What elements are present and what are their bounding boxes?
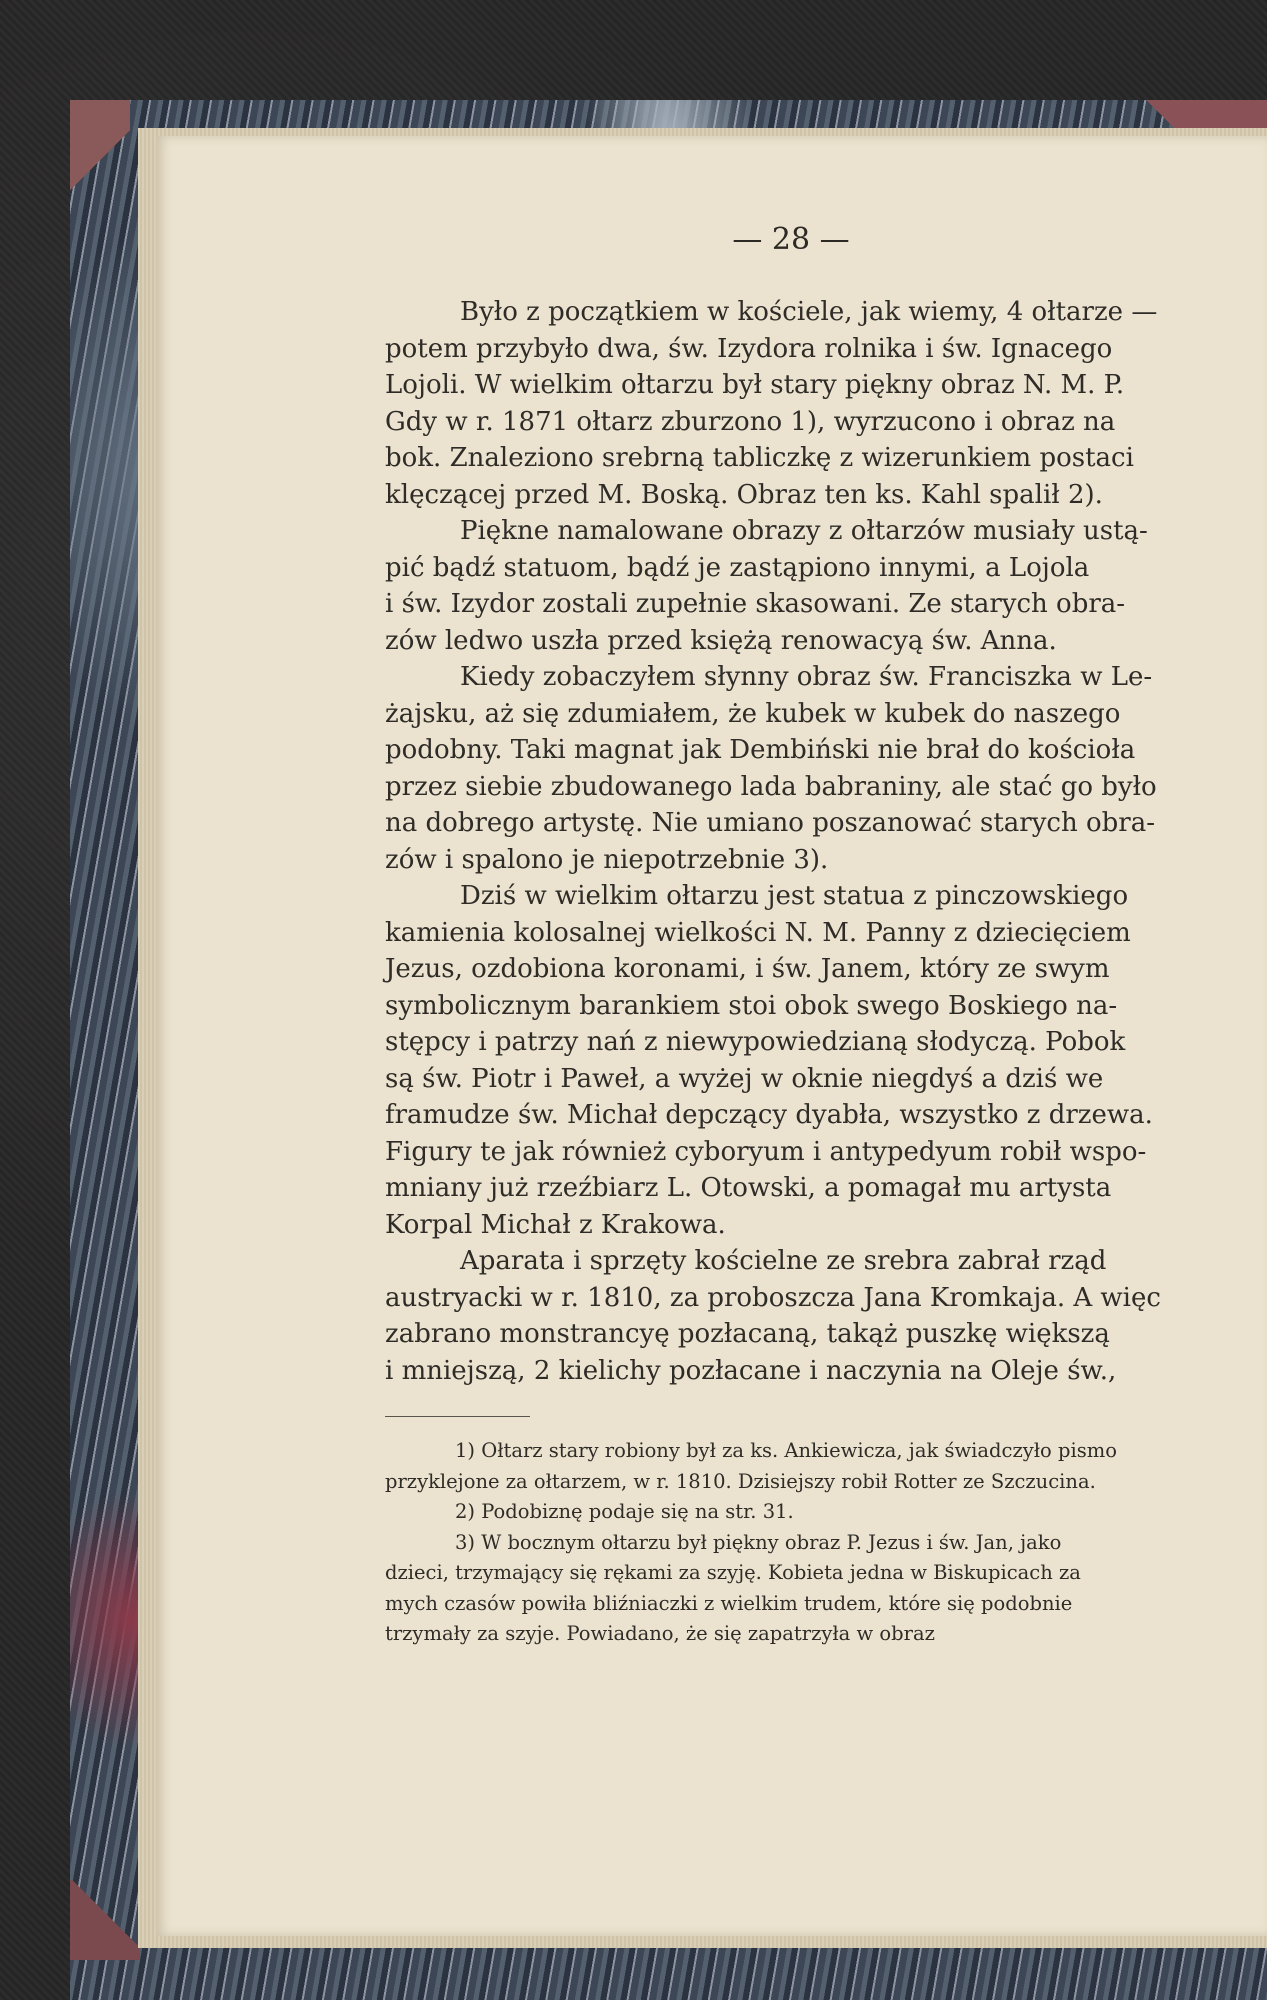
text-line: pić bądź statuom, bądź je zastąpiono innymi, a Lojola [385,552,1090,583]
footnote-line: przyklejone za ołtarzem, w r. 1810. Dzisiejszy robił Rotter ze Szczucina. [385,1469,1096,1493]
text-line: austryacki w r. 1810, za proboszcza Jana Kromkaja. A więc [385,1282,1161,1313]
text-line: zabrano monstrancyę pozłacaną, takąż puszkę większą [385,1319,1110,1349]
text-line: żajsku, aż się zdumiałem, że kubek w kubek do naszego [385,698,1121,729]
text-line: przez siebie zbudowanego lada babraniny, ale stać go było [385,771,1157,802]
footnotes [385,1436,1193,1650]
paragraph-4 [385,878,1193,1243]
text-line: Dziś w wielkim ołtarzu jest statua z pinczowskiego [460,881,1129,911]
footnote-1 [385,1436,1193,1497]
text-line: bok. Znaleziono srebrną tabliczkę z wizerunkiem postaci [385,443,1134,473]
text-line: Gdy w r. 1871 ołtarz zburzono 1), wyrzucono i obraz na [385,406,1116,437]
paragraph-2 [385,513,1193,659]
text-line: Piękne namalowane obrazy z ołtarzów musiały ustą- [460,516,1148,546]
text-line: Kiedy zobaczyłem słynny obraz św. Franciszka w Le- [460,662,1153,692]
footnote-line: 1) Ołtarz stary robiony był za ks. Ankiewicza, jak świadczyło pismo [455,1439,1117,1462]
text-line: są św. Piotr i Paweł, a wyżej w oknie niegdyś a dziś we [385,1063,1104,1094]
text-line: kamienia kolosalnej wielkości N. M. Panny z dziecięciem [385,917,1131,948]
text-line: Figury te jak również cyboryum i antypedyum robił wspo- [385,1136,1147,1167]
text-line: zów i spalono je niepotrzebnie 3). [385,844,829,875]
footnote-line: mych czasów powiła bliźniaczki z wielkim trudem, które się podobnie [385,1591,1073,1615]
text-line: Lojoli. W wielkim ołtarzu był stary piękny obraz N. M. P. [385,370,1125,400]
footnote-line: trzymały za szyje. Powiadano, że się zapatrzyła w obraz [385,1622,935,1645]
footnote-separator [385,1416,530,1417]
text-line: Było z początkiem w kościele, jak wiemy, 4 ołtarze — [460,297,1158,327]
footnote-3 [385,1528,1193,1650]
text-line: i św. Izydor zostali zupełnie skasowani. Ze starych obra- [385,589,1126,619]
text-line: potem przybyło dwa, św. Izydora rolnika i św. Ignacego [385,333,1113,364]
paragraph-3 [385,659,1193,878]
footnote-line: 2) Podobiznę podaje się na str. 31. [455,1500,794,1523]
text-line: i mniejszą, 2 kielichy pozłacane i naczynia na Oleje św., [385,1355,1117,1386]
paragraph-1 [385,294,1193,513]
text-line: Jezus, ozdobiona koronami, i św. Janem, który ze swym [385,954,1110,984]
page-number: — 28 — [732,222,850,257]
text-line: mniany już rzeźbiarz L. Otowski, a pomagał mu artysta [385,1173,1112,1203]
text-line: Aparata i sprzęty kościelne ze srebra zabrał rząd [460,1246,1107,1276]
text-line: zów ledwo uszła przed księżą renowacyą św. Anna. [385,625,1057,656]
text-line: framudze św. Michał depczący dyabła, wszystko z drzewa. [385,1100,1153,1130]
text-line: klęczącej przed M. Boską. Obraz ten ks. Kahl spalił 2). [385,479,1103,510]
text-line: na dobrego artystę. Nie umiano poszanować starych obra- [385,808,1156,838]
text-line: symbolicznym barankiem stoi obok swego Boskiego na- [385,990,1118,1021]
footnote-line: dzieci, trzymający się rękami za szyję. Kobieta jedna w Biskupicach za [385,1561,1081,1584]
text-line: stępcy i patrzy nań z niewypowiedzianą słodyczą. Pobok [385,1027,1126,1057]
body-text [385,294,1193,1389]
paragraph-5 [385,1243,1193,1389]
book-corner-bottom-left [70,1880,140,1960]
footnote-line: 3) W bocznym ołtarzu był piękny obraz P. Jezus i św. Jan, jako [455,1530,1062,1554]
text-line: podobny. Taki magnat jak Dembiński nie brał do kościoła [385,735,1136,765]
footnote-2 [385,1497,1193,1528]
text-line: Korpal Michał z Krakowa. [385,1209,726,1240]
book-corner-top-left [70,100,130,190]
